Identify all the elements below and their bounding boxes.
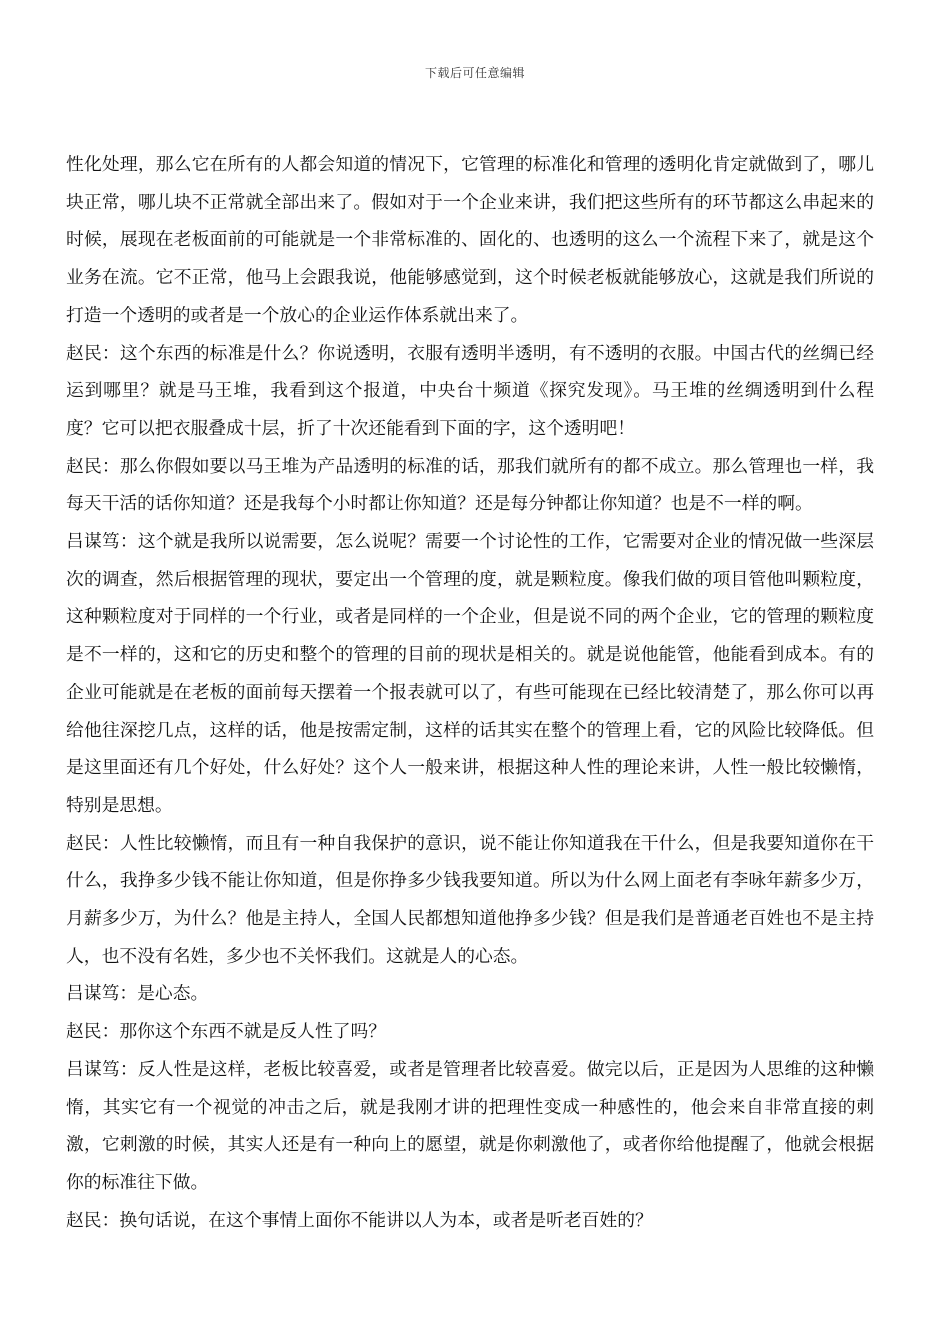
paragraph: 赵民：那么你假如要以马王堆为产品透明的标准的话，那我们就所有的都不成立。那么管理也一样，我每天干活的话你知道？还是我每个小时都让你知道？还是每分钟都让你知道？也是不一样的啊。 bbox=[66, 455, 874, 515]
paragraph: 吕谋笃：是心态。 bbox=[66, 983, 209, 1005]
paragraph: 性化处理，那么它在所有的人都会知道的情况下，它管理的标准化和管理的透明化肯定就做到了，哪儿块正常，哪儿块不正常就全部出来了。假如对于一个企业来讲，我们把这些所有的环节都这么串起来的时候，展现在老板面前的可能就是一个非常标准的、固化的、也透明的这么一个流程下来了，就是这个业务在流。它不正常，他马上会跟我说，他能够感觉到，这个时候老板就能够放心，这就是我们所说的打造一个透明的或者是一个放心的企业运作体系就出来了。 bbox=[66, 154, 874, 326]
paragraph: 赵民：这个东西的标准是什么？你说透明，衣服有透明半透明，有不透明的衣服。中国古代的丝绸已经运到哪里？就是马王堆，我看到这个报道，中央台十频道《探究发现》。马王堆的丝绸透明到什么程度？它可以把衣服叠成十层，折了十次还能看到下面的字，这个透明吧！ bbox=[66, 342, 874, 439]
paragraph: 赵民：人性比较懒惰，而且有一种自我保护的意识，说不能让你知道我在干什么，但是我要知道你在干什么，我挣多少钱不能让你知道，但是你挣多少钱我要知道。所以为什么网上面老有李咏年薪多少万，月薪多少万，为什么？他是主持人，全国人民都想知道他挣多少钱？但是我们是普通老百姓也不是主持人，也不没有名姓，多少也不关怀我们。这就是人的心态。 bbox=[66, 832, 874, 967]
paragraph: 赵民：那你这个东西不就是反人性了吗？ bbox=[66, 1021, 387, 1043]
page-header: 下载后可任意编辑 bbox=[424, 66, 525, 80]
paragraph: 赵民：换句话说，在这个事情上面你不能讲以人为本，或者是听老百姓的？ bbox=[66, 1209, 653, 1231]
paragraph: 吕谋笃：这个就是我所以说需要，怎么说呢？需要一个讨论性的工作，它需要对企业的情况做一些深层次的调查，然后根据管理的现状，要定出一个管理的度，就是颗粒度。像我们做的项目管他叫颗粒度，这种颗粒度对于同样的一个行业，或者是同样的一个企业，但是说不同的两个企业，它的管理的颗粒度是不一样的，这和它的历史和整个的管理的目前的现状是相关的。就是说他能管，他能看到成本。有的企业可能就是在老板的面前每天摆着一个报表就可以了，有些可能现在已经比较清楚了，那么你可以再给他往深挖几点，这样的话，他是按需定制，这样的话其实在整个的管理上看，它的风险比较降低。但是这里面还有几个好处，什么好处？这个人一般来讲，根据这种人性的理论来讲，人性一般比较懒惰，特别是思想。 bbox=[66, 531, 874, 816]
paragraph: 吕谋笃：反人性是这样，老板比较喜爱，或者是管理者比较喜爱。做完以后，正是因为人思维的这种懒惰，其实它有一个视觉的冲击之后，就是我刚才讲的把理性变成一种感性的，他会来自非常直接的刺激，它刺激的时候，其实人还是有一种向上的愿望，就是你刺激他了，或者你给他提醒了，他就会根据你的标准往下做。 bbox=[66, 1058, 874, 1193]
document-body bbox=[66, 146, 874, 1239]
